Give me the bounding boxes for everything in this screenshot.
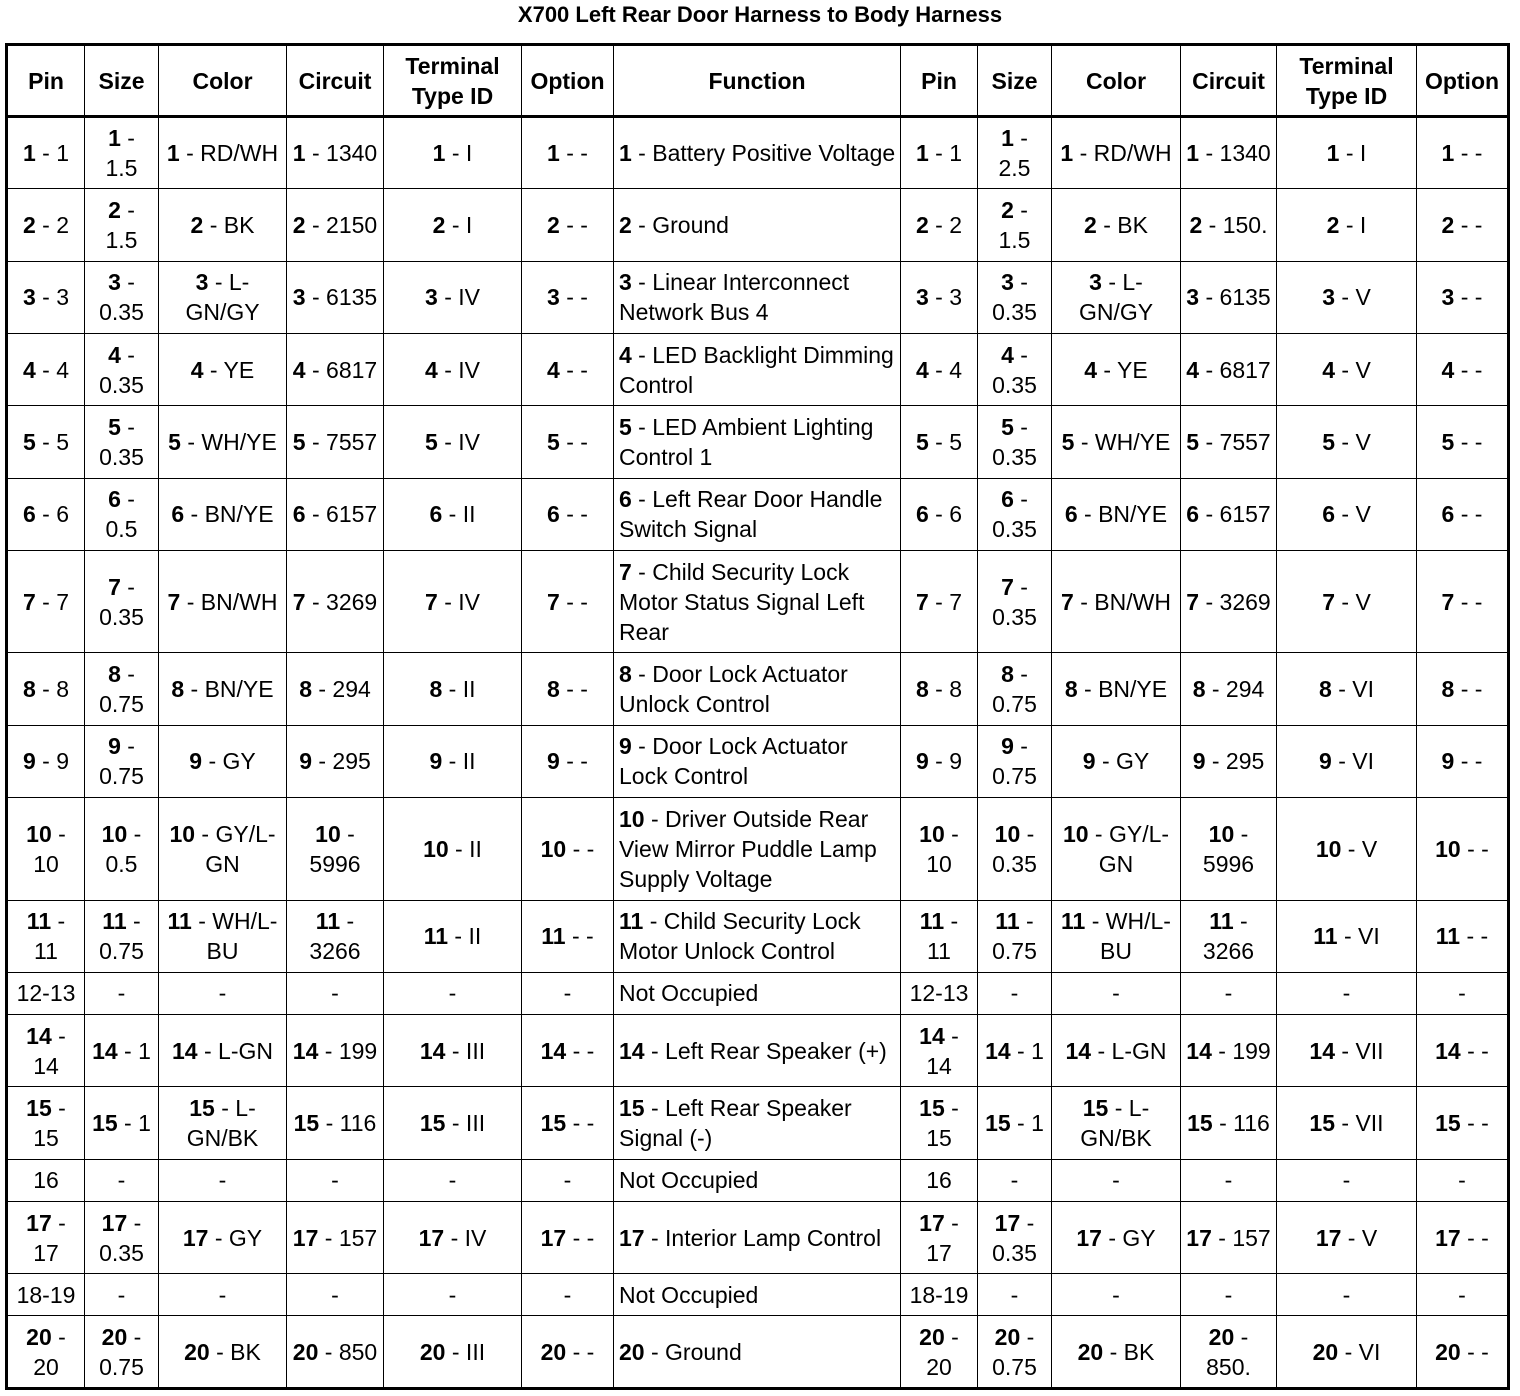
cell-option-r: 14 - - (1417, 1015, 1509, 1087)
table-row (7, 798, 1509, 900)
cell-term-r: 6 - V (1277, 478, 1417, 550)
cell-pin-l: 15 - 15 (7, 1087, 85, 1159)
cell-option-r: 17 - - (1417, 1201, 1509, 1273)
cell-pin-l: 10 - 10 (7, 798, 85, 900)
cell-size-r: - (978, 1274, 1052, 1316)
cell-size-r: 7 - 0.35 (978, 550, 1052, 652)
cell-size-r: 9 - 0.75 (978, 725, 1052, 797)
cell-circuit-l: 2 - 2150 (287, 189, 384, 261)
cell-circuit-l: 15 - 116 (287, 1087, 384, 1159)
cell-size-l: 17 - 0.35 (85, 1201, 159, 1273)
column-header: Option (1417, 45, 1509, 117)
cell-option-l: 9 - - (522, 725, 614, 797)
cell-size-l: 9 - 0.75 (85, 725, 159, 797)
cell-function: Not Occupied (614, 1159, 901, 1201)
cell-option-l: 11 - - (522, 900, 614, 972)
cell-color-l: 14 - L-GN (159, 1015, 287, 1087)
cell-size-r: 2 - 1.5 (978, 189, 1052, 261)
cell-function: 6 - Left Rear Door Handle Switch Signal (614, 478, 901, 550)
cell-color-l: 8 - BN/YE (159, 653, 287, 725)
cell-term-l: - (384, 972, 522, 1014)
cell-term-l: - (384, 1159, 522, 1201)
cell-size-r: 14 - 1 (978, 1015, 1052, 1087)
page-title: X700 Left Rear Door Harness to Body Harness (517, 2, 1003, 27)
cell-color-l: 6 - BN/YE (159, 478, 287, 550)
cell-term-r: 8 - VI (1277, 653, 1417, 725)
cell-size-l: 8 - 0.75 (85, 653, 159, 725)
column-header: Terminal Type ID (384, 45, 522, 117)
cell-pin-l: 20 - 20 (7, 1316, 85, 1389)
cell-pin-l: 5 - 5 (7, 406, 85, 478)
cell-circuit-r: 5 - 7557 (1181, 406, 1277, 478)
cell-pin-l: 16 (7, 1159, 85, 1201)
cell-option-l: 6 - - (522, 478, 614, 550)
cell-pin-r: 16 (901, 1159, 978, 1201)
cell-pin-l: 17 - 17 (7, 1201, 85, 1273)
cell-term-l: 20 - III (384, 1316, 522, 1389)
table-row (7, 1087, 1509, 1159)
cell-circuit-l: 5 - 7557 (287, 406, 384, 478)
cell-circuit-r: 3 - 6135 (1181, 261, 1277, 333)
cell-color-r: 2 - BK (1052, 189, 1181, 261)
cell-term-l: 1 - I (384, 117, 522, 189)
cell-term-r: 5 - V (1277, 406, 1417, 478)
cell-pin-r: 12-13 (901, 972, 978, 1014)
cell-term-l: 7 - IV (384, 550, 522, 652)
cell-option-l: 1 - - (522, 117, 614, 189)
cell-pin-r: 1 - 1 (901, 117, 978, 189)
cell-pin-l: 9 - 9 (7, 725, 85, 797)
cell-pin-l: 8 - 8 (7, 653, 85, 725)
cell-size-l: 7 - 0.35 (85, 550, 159, 652)
cell-size-r: - (978, 972, 1052, 1014)
cell-term-l: 17 - IV (384, 1201, 522, 1273)
cell-size-r: 10 - 0.35 (978, 798, 1052, 900)
cell-term-r: 1 - I (1277, 117, 1417, 189)
cell-pin-r: 17 - 17 (901, 1201, 978, 1273)
cell-circuit-l: - (287, 1274, 384, 1316)
cell-color-r: 4 - YE (1052, 333, 1181, 405)
cell-color-r: 3 - L-GN/GY (1052, 261, 1181, 333)
cell-circuit-r: 17 - 157 (1181, 1201, 1277, 1273)
cell-term-r: 4 - V (1277, 333, 1417, 405)
cell-circuit-l: 10 - 5996 (287, 798, 384, 900)
cell-color-r: 20 - BK (1052, 1316, 1181, 1389)
cell-circuit-l: - (287, 1159, 384, 1201)
column-header: Terminal Type ID (1277, 45, 1417, 117)
cell-option-r: - (1417, 1159, 1509, 1201)
cell-term-r: 2 - I (1277, 189, 1417, 261)
cell-color-r: 10 - GY/L-GN (1052, 798, 1181, 900)
cell-size-l: 2 - 1.5 (85, 189, 159, 261)
cell-option-r: 4 - - (1417, 333, 1509, 405)
cell-option-r: 2 - - (1417, 189, 1509, 261)
cell-function: 20 - Ground (614, 1316, 901, 1389)
cell-pin-r: 3 - 3 (901, 261, 978, 333)
cell-term-l: - (384, 1274, 522, 1316)
cell-color-r: 8 - BN/YE (1052, 653, 1181, 725)
table-row (7, 900, 1509, 972)
cell-option-l: - (522, 1159, 614, 1201)
cell-pin-l: 7 - 7 (7, 550, 85, 652)
cell-color-r: 5 - WH/YE (1052, 406, 1181, 478)
cell-color-l: - (159, 1274, 287, 1316)
cell-color-l: 9 - GY (159, 725, 287, 797)
cell-circuit-r: 20 - 850. (1181, 1316, 1277, 1389)
table-row (7, 972, 1509, 1014)
cell-pin-r: 5 - 5 (901, 406, 978, 478)
cell-size-r: 4 - 0.35 (978, 333, 1052, 405)
cell-term-r: - (1277, 1274, 1417, 1316)
cell-option-l: 8 - - (522, 653, 614, 725)
cell-color-l: 20 - BK (159, 1316, 287, 1389)
cell-circuit-l: 7 - 3269 (287, 550, 384, 652)
cell-pin-r: 10 - 10 (901, 798, 978, 900)
cell-function: 10 - Driver Outside Rear View Mirror Puddle Lamp Supply Voltage (614, 798, 901, 900)
cell-function: 5 - LED Ambient Lighting Control 1 (614, 406, 901, 478)
cell-pin-l: 2 - 2 (7, 189, 85, 261)
cell-function: 4 - LED Backlight Dimming Control (614, 333, 901, 405)
table-row (7, 117, 1509, 189)
cell-term-r: 9 - VI (1277, 725, 1417, 797)
cell-term-r: 7 - V (1277, 550, 1417, 652)
cell-circuit-r: 8 - 294 (1181, 653, 1277, 725)
cell-term-l: 3 - IV (384, 261, 522, 333)
column-header: Pin (7, 45, 85, 117)
table-row (7, 725, 1509, 797)
cell-option-r: - (1417, 972, 1509, 1014)
cell-circuit-l: 9 - 295 (287, 725, 384, 797)
cell-term-l: 4 - IV (384, 333, 522, 405)
cell-option-l: 2 - - (522, 189, 614, 261)
cell-function: 7 - Child Security Lock Motor Status Signal Left Rear (614, 550, 901, 652)
cell-option-r: 3 - - (1417, 261, 1509, 333)
cell-option-l: 5 - - (522, 406, 614, 478)
cell-color-r: 7 - BN/WH (1052, 550, 1181, 652)
cell-size-r: 1 - 2.5 (978, 117, 1052, 189)
cell-pin-l: 1 - 1 (7, 117, 85, 189)
cell-term-l: 6 - II (384, 478, 522, 550)
cell-pin-l: 6 - 6 (7, 478, 85, 550)
cell-function: 14 - Left Rear Speaker (+) (614, 1015, 901, 1087)
cell-color-l: 10 - GY/L-GN (159, 798, 287, 900)
cell-option-r: 7 - - (1417, 550, 1509, 652)
cell-circuit-l: 8 - 294 (287, 653, 384, 725)
cell-color-r: 1 - RD/WH (1052, 117, 1181, 189)
cell-color-l: 15 - L-GN/BK (159, 1087, 287, 1159)
cell-term-l: 14 - III (384, 1015, 522, 1087)
cell-circuit-l: 1 - 1340 (287, 117, 384, 189)
cell-circuit-l: 17 - 157 (287, 1201, 384, 1273)
table-row (7, 478, 1509, 550)
cell-pin-r: 18-19 (901, 1274, 978, 1316)
cell-term-r: 11 - VI (1277, 900, 1417, 972)
table-row (7, 550, 1509, 652)
cell-function: 9 - Door Lock Actuator Lock Control (614, 725, 901, 797)
cell-function: 15 - Left Rear Speaker Signal (-) (614, 1087, 901, 1159)
cell-circuit-l: 14 - 199 (287, 1015, 384, 1087)
column-header: Size (978, 45, 1052, 117)
cell-pin-l: 3 - 3 (7, 261, 85, 333)
cell-size-r: 11 - 0.75 (978, 900, 1052, 972)
cell-function: Not Occupied (614, 972, 901, 1014)
cell-function: 11 - Child Security Lock Motor Unlock Control (614, 900, 901, 972)
cell-color-l: 5 - WH/YE (159, 406, 287, 478)
cell-size-l: 20 - 0.75 (85, 1316, 159, 1389)
cell-color-l: 4 - YE (159, 333, 287, 405)
cell-color-r: - (1052, 1159, 1181, 1201)
cell-color-l: - (159, 972, 287, 1014)
cell-term-l: 5 - IV (384, 406, 522, 478)
cell-option-l: 15 - - (522, 1087, 614, 1159)
cell-term-r: 14 - VII (1277, 1015, 1417, 1087)
cell-circuit-r: 15 - 116 (1181, 1087, 1277, 1159)
cell-circuit-r: 7 - 3269 (1181, 550, 1277, 652)
cell-circuit-l: 20 - 850 (287, 1316, 384, 1389)
cell-option-r: 15 - - (1417, 1087, 1509, 1159)
cell-size-l: 5 - 0.35 (85, 406, 159, 478)
cell-circuit-r: 2 - 150. (1181, 189, 1277, 261)
cell-function: 2 - Ground (614, 189, 901, 261)
harness-table (5, 43, 1510, 1390)
cell-pin-r: 8 - 8 (901, 653, 978, 725)
cell-option-l: 4 - - (522, 333, 614, 405)
table-row (7, 1015, 1509, 1087)
cell-option-r: 9 - - (1417, 725, 1509, 797)
header-row (7, 45, 1509, 117)
cell-color-l: 2 - BK (159, 189, 287, 261)
cell-circuit-r: 14 - 199 (1181, 1015, 1277, 1087)
cell-option-l: 7 - - (522, 550, 614, 652)
table-body (7, 117, 1509, 1389)
cell-circuit-r: 1 - 1340 (1181, 117, 1277, 189)
cell-option-l: - (522, 972, 614, 1014)
cell-pin-l: 11 - 11 (7, 900, 85, 972)
cell-pin-r: 4 - 4 (901, 333, 978, 405)
cell-size-r: 6 - 0.35 (978, 478, 1052, 550)
cell-term-r: - (1277, 1159, 1417, 1201)
cell-pin-l: 18-19 (7, 1274, 85, 1316)
cell-size-r: 17 - 0.35 (978, 1201, 1052, 1273)
column-header: Pin (901, 45, 978, 117)
table-row (7, 1201, 1509, 1273)
cell-term-l: 10 - II (384, 798, 522, 900)
cell-circuit-r: - (1181, 1274, 1277, 1316)
cell-circuit-r: 11 - 3266 (1181, 900, 1277, 972)
cell-option-r: - (1417, 1274, 1509, 1316)
cell-circuit-r: - (1181, 1159, 1277, 1201)
cell-option-r: 5 - - (1417, 406, 1509, 478)
cell-function: 3 - Linear Interconnect Network Bus 4 (614, 261, 901, 333)
cell-term-l: 15 - III (384, 1087, 522, 1159)
cell-size-l: 15 - 1 (85, 1087, 159, 1159)
cell-size-r: 8 - 0.75 (978, 653, 1052, 725)
cell-size-l: 4 - 0.35 (85, 333, 159, 405)
cell-color-l: 11 - WH/L-BU (159, 900, 287, 972)
cell-size-r: 5 - 0.35 (978, 406, 1052, 478)
cell-circuit-r: 6 - 6157 (1181, 478, 1277, 550)
cell-color-r: 15 - L-GN/BK (1052, 1087, 1181, 1159)
cell-size-l: 11 - 0.75 (85, 900, 159, 972)
cell-circuit-l: 4 - 6817 (287, 333, 384, 405)
cell-term-r: 10 - V (1277, 798, 1417, 900)
cell-size-l: 3 - 0.35 (85, 261, 159, 333)
cell-circuit-r: - (1181, 972, 1277, 1014)
column-header: Color (159, 45, 287, 117)
cell-size-r: 3 - 0.35 (978, 261, 1052, 333)
table-row (7, 1274, 1509, 1316)
table-row (7, 406, 1509, 478)
cell-size-l: 6 - 0.5 (85, 478, 159, 550)
table-row (7, 653, 1509, 725)
cell-size-r: 15 - 1 (978, 1087, 1052, 1159)
cell-color-r: 11 - WH/L-BU (1052, 900, 1181, 972)
cell-option-r: 8 - - (1417, 653, 1509, 725)
cell-size-l: - (85, 1274, 159, 1316)
cell-color-r: - (1052, 972, 1181, 1014)
cell-term-l: 2 - I (384, 189, 522, 261)
cell-pin-r: 15 - 15 (901, 1087, 978, 1159)
table-row (7, 333, 1509, 405)
cell-size-l: - (85, 1159, 159, 1201)
cell-function: Not Occupied (614, 1274, 901, 1316)
column-header: Function (614, 45, 901, 117)
cell-color-r: 14 - L-GN (1052, 1015, 1181, 1087)
table-row (7, 189, 1509, 261)
cell-size-l: 1 - 1.5 (85, 117, 159, 189)
cell-function: 8 - Door Lock Actuator Unlock Control (614, 653, 901, 725)
cell-option-l: 17 - - (522, 1201, 614, 1273)
cell-circuit-r: 9 - 295 (1181, 725, 1277, 797)
table-row (7, 1316, 1509, 1389)
cell-size-r: - (978, 1159, 1052, 1201)
cell-term-r: 20 - VI (1277, 1316, 1417, 1389)
cell-color-l: 1 - RD/WH (159, 117, 287, 189)
cell-term-l: 9 - II (384, 725, 522, 797)
cell-pin-l: 4 - 4 (7, 333, 85, 405)
cell-color-r: 9 - GY (1052, 725, 1181, 797)
cell-size-l: - (85, 972, 159, 1014)
cell-option-r: 6 - - (1417, 478, 1509, 550)
cell-color-l: 7 - BN/WH (159, 550, 287, 652)
cell-option-l: 10 - - (522, 798, 614, 900)
column-header: Circuit (287, 45, 384, 117)
cell-term-l: 8 - II (384, 653, 522, 725)
cell-size-l: 10 - 0.5 (85, 798, 159, 900)
cell-pin-r: 6 - 6 (901, 478, 978, 550)
cell-term-r: 3 - V (1277, 261, 1417, 333)
cell-option-l: 14 - - (522, 1015, 614, 1087)
cell-circuit-r: 10 - 5996 (1181, 798, 1277, 900)
cell-option-r: 20 - - (1417, 1316, 1509, 1389)
cell-size-r: 20 - 0.75 (978, 1316, 1052, 1389)
cell-circuit-l: 11 - 3266 (287, 900, 384, 972)
table-row (7, 261, 1509, 333)
cell-option-r: 1 - - (1417, 117, 1509, 189)
cell-circuit-l: 6 - 6157 (287, 478, 384, 550)
column-header: Option (522, 45, 614, 117)
table-row (7, 1159, 1509, 1201)
cell-circuit-r: 4 - 6817 (1181, 333, 1277, 405)
cell-pin-r: 2 - 2 (901, 189, 978, 261)
cell-color-l: 17 - GY (159, 1201, 287, 1273)
cell-pin-r: 11 - 11 (901, 900, 978, 972)
cell-term-l: 11 - II (384, 900, 522, 972)
cell-option-l: 20 - - (522, 1316, 614, 1389)
cell-pin-r: 20 - 20 (901, 1316, 978, 1389)
cell-term-r: - (1277, 972, 1417, 1014)
cell-term-r: 15 - VII (1277, 1087, 1417, 1159)
column-header: Size (85, 45, 159, 117)
cell-option-l: - (522, 1274, 614, 1316)
cell-pin-l: 14 - 14 (7, 1015, 85, 1087)
cell-term-r: 17 - V (1277, 1201, 1417, 1273)
cell-color-r: 17 - GY (1052, 1201, 1181, 1273)
column-header: Circuit (1181, 45, 1277, 117)
cell-option-r: 10 - - (1417, 798, 1509, 900)
cell-pin-l: 12-13 (7, 972, 85, 1014)
cell-option-l: 3 - - (522, 261, 614, 333)
cell-color-l: 3 - L-GN/GY (159, 261, 287, 333)
cell-size-l: 14 - 1 (85, 1015, 159, 1087)
cell-option-r: 11 - - (1417, 900, 1509, 972)
cell-function: 1 - Battery Positive Voltage (614, 117, 901, 189)
column-header: Color (1052, 45, 1181, 117)
cell-color-r: 6 - BN/YE (1052, 478, 1181, 550)
cell-color-l: - (159, 1159, 287, 1201)
cell-circuit-l: - (287, 972, 384, 1014)
cell-circuit-l: 3 - 6135 (287, 261, 384, 333)
cell-pin-r: 9 - 9 (901, 725, 978, 797)
cell-color-r: - (1052, 1274, 1181, 1316)
cell-function: 17 - Interior Lamp Control (614, 1201, 901, 1273)
cell-pin-r: 14 - 14 (901, 1015, 978, 1087)
cell-pin-r: 7 - 7 (901, 550, 978, 652)
